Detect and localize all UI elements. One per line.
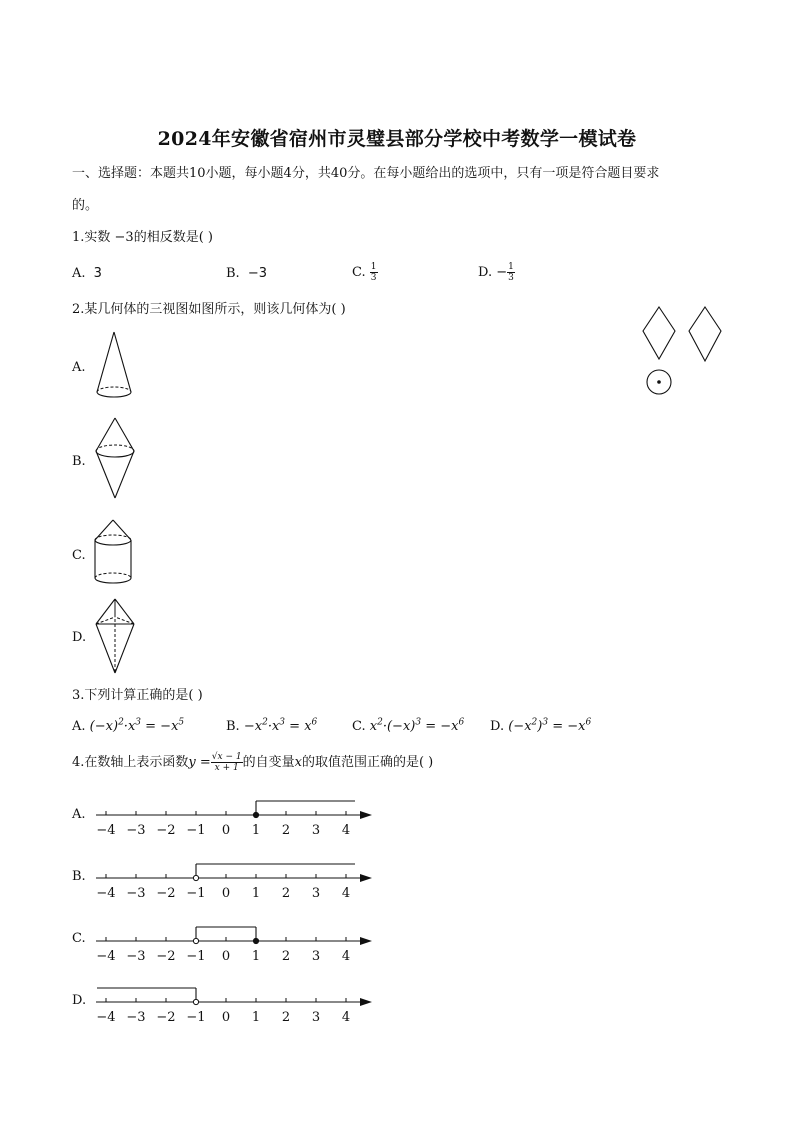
- section-instructions-line2: 的。: [72, 198, 99, 213]
- q2-option-b-label[interactable]: B.: [72, 454, 86, 469]
- q1-option-c[interactable]: [352, 262, 378, 283]
- axis-arrow-icon: [360, 998, 372, 1006]
- q3-option-a[interactable]: [72, 719, 184, 735]
- q1-option-d-sign: −: [496, 265, 508, 280]
- q4-stem: [72, 752, 433, 773]
- q3-option-a-expression: $(-x)^2\cdot x^3 = -x^5$: [89, 717, 185, 734]
- axis-tick-label: 0: [221, 1010, 231, 1025]
- q3-option-a-label: A.: [72, 719, 86, 734]
- q1-option-a-value: 3: [93, 266, 102, 281]
- q1-option-d-numerator: 1: [508, 262, 514, 272]
- open-endpoint-circle: [193, 938, 198, 943]
- axis-tick-label: −4: [96, 823, 116, 838]
- axis-arrow-icon: [360, 937, 372, 945]
- axis-tick-label: 2: [281, 1010, 291, 1025]
- axis-tick-label: −1: [186, 886, 206, 901]
- axis-tick-label: −1: [186, 1010, 206, 1025]
- axis-tick-label: 4: [341, 823, 351, 838]
- axis-tick-label: 3: [311, 823, 321, 838]
- axis-tick-label: 1: [251, 1010, 261, 1025]
- q1-option-d-denominator: 3: [508, 273, 514, 283]
- open-endpoint-circle: [193, 999, 198, 1004]
- axis-tick-label: −2: [156, 1010, 176, 1025]
- axis-tick-label: −4: [96, 886, 116, 901]
- axis-tick-label: 4: [341, 886, 351, 901]
- axis-tick-label: −4: [96, 949, 116, 964]
- q4-option-b-label[interactable]: B.: [72, 869, 86, 884]
- axis-tick-label: −3: [126, 823, 146, 838]
- q1-option-b-label: B.: [226, 266, 240, 281]
- top-view-center-dot: [657, 380, 661, 384]
- axis-tick-label: 3: [311, 1010, 321, 1025]
- q2-option-c-label[interactable]: C.: [72, 548, 86, 563]
- q1-option-a[interactable]: [72, 266, 102, 282]
- q1-option-c-fraction: [370, 262, 378, 283]
- q3-option-c-expression: $x^2\cdot(-x)^3 = -x^6$: [369, 717, 465, 734]
- q1-stem: 1.实数 −3的相反数是( ): [72, 230, 213, 245]
- q4-fraction-denominator: x + 1: [214, 763, 239, 773]
- axis-tick-label: 1: [251, 949, 261, 964]
- q2-option-d-label[interactable]: D.: [72, 630, 87, 645]
- closed-endpoint-dot: [253, 938, 258, 943]
- axis-tick-label: 0: [221, 886, 231, 901]
- q3-option-b-expression: $-x^2\cdot x^3 = x^6$: [243, 717, 318, 734]
- q3-option-b-label: B.: [226, 719, 240, 734]
- q3-stem: 3.下列计算正确的是( ): [72, 688, 203, 703]
- axis-tick-label: −1: [186, 823, 206, 838]
- axis-arrow-icon: [360, 811, 372, 819]
- q1-option-c-label: C.: [352, 265, 366, 280]
- q1-option-d-label: D.: [478, 265, 493, 280]
- axis-tick-label: −1: [186, 949, 206, 964]
- q1-option-c-denominator: 3: [370, 273, 377, 283]
- q1-option-b[interactable]: [226, 266, 267, 282]
- axis-tick-label: 2: [281, 886, 291, 901]
- axis-tick-label: −2: [156, 823, 176, 838]
- q1-option-b-value: −3: [247, 266, 267, 281]
- axis-tick-label: 1: [251, 886, 261, 901]
- q2-option-a-cone[interactable]: [92, 330, 136, 402]
- axis-tick-label: 4: [341, 1010, 351, 1025]
- q1-option-d[interactable]: [478, 262, 515, 283]
- axis-arrow-icon: [360, 874, 372, 882]
- axis-tick-label: −2: [156, 886, 176, 901]
- q4-option-a-label[interactable]: A.: [72, 807, 86, 822]
- axis-tick-label: −3: [126, 886, 146, 901]
- axis-tick-label: 2: [281, 949, 291, 964]
- axis-tick-label: 4: [341, 949, 351, 964]
- axis-tick-label: 2: [281, 823, 291, 838]
- q4-stem-y: y =: [188, 755, 211, 770]
- q4-option-c-number-line[interactable]: [92, 911, 382, 966]
- q4-option-a-number-line[interactable]: [92, 785, 382, 840]
- axis-tick-label: 0: [221, 949, 231, 964]
- axis-tick-label: −2: [156, 949, 176, 964]
- front-view-rhombus: [643, 307, 675, 359]
- side-view-rhombus: [689, 307, 721, 361]
- page-title: 2024年安徽省宿州市灵璧县部分学校中考数学一模试卷: [157, 128, 637, 150]
- q4-option-d-number-line[interactable]: [92, 972, 382, 1027]
- axis-tick-label: 3: [311, 886, 321, 901]
- q4-stem-x: x: [294, 755, 302, 770]
- q4-option-c-label[interactable]: C.: [72, 931, 86, 946]
- q4-stem-pre: 4.在数轴上表示函数: [72, 755, 189, 770]
- q3-option-c[interactable]: [352, 719, 464, 735]
- q4-fraction-numerator: √x − 1: [211, 752, 242, 762]
- q4-stem-mid: 的自变量: [242, 755, 295, 770]
- q3-option-d[interactable]: [490, 719, 591, 735]
- axis-tick-label: −4: [96, 1010, 116, 1025]
- open-endpoint-circle: [193, 875, 198, 880]
- q2-stem: 2.某几何体的三视图如图所示，则该几何体为( ): [72, 302, 346, 317]
- q2-option-d-double-pyramid[interactable]: [92, 597, 138, 677]
- axis-tick-label: 3: [311, 949, 321, 964]
- q4-option-b-number-line[interactable]: [92, 848, 382, 903]
- section-instructions-line1: 一、选择题：本题共10小题，每小题4分，共40分。在每小题给出的选项中，只有一项是符合题目要求: [72, 166, 660, 181]
- q2-option-b-double-cone[interactable]: [92, 416, 138, 502]
- q4-option-d-label[interactable]: D.: [72, 993, 87, 1008]
- three-view-figure: [640, 305, 730, 400]
- q2-option-c-cone-cylinder[interactable]: [90, 518, 138, 588]
- axis-tick-label: −3: [126, 1010, 146, 1025]
- q3-option-c-label: C.: [352, 719, 366, 734]
- q3-option-d-expression: $(-x^2)^3 = -x^6$: [508, 717, 592, 734]
- closed-endpoint-dot: [253, 812, 258, 817]
- axis-tick-label: −3: [126, 949, 146, 964]
- q1-option-d-fraction: [507, 262, 515, 283]
- q4-fraction: [211, 752, 243, 773]
- axis-tick-label: 0: [221, 823, 231, 838]
- q1-option-c-numerator: 1: [370, 262, 377, 272]
- q2-option-a-label[interactable]: A.: [72, 360, 86, 375]
- q3-option-d-label: D.: [490, 719, 505, 734]
- axis-tick-label: 1: [251, 823, 261, 838]
- q3-option-b[interactable]: [226, 719, 317, 735]
- q4-stem-post: 的取值范围正确的是( ): [301, 755, 434, 770]
- q1-option-a-label: A.: [72, 266, 86, 281]
